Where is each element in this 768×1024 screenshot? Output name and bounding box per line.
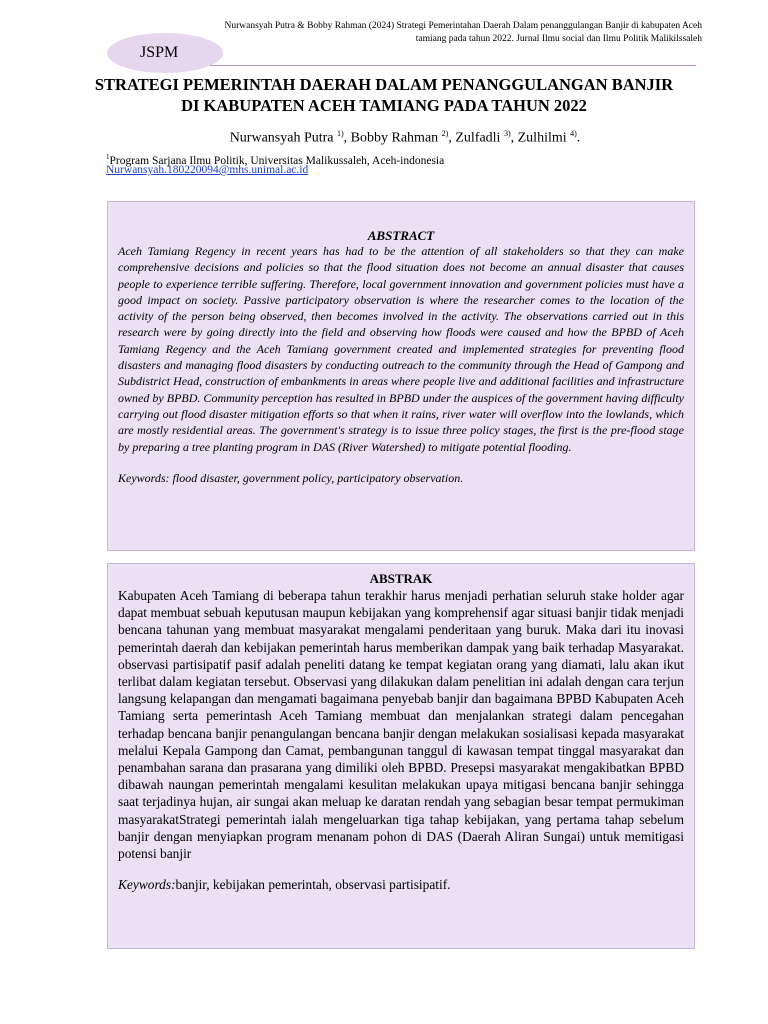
keywords-text: banjir, kebijakan pemerintah, observasi partisipatif. (175, 877, 451, 893)
author-name: , Zulfadli (448, 130, 504, 146)
keywords-indonesian (118, 877, 684, 893)
keywords-english: Keywords: flood disaster, government policy, participatory observation. (118, 470, 464, 485)
author-list-end: . (576, 130, 581, 146)
paper-title: STRATEGI PEMERINTAH DAERAH DALAM PENANGGULANGAN BANJIR DI KABUPATEN ACEH TAMIANG PADA TAHUN 2022 (94, 75, 674, 115)
header-divider (210, 65, 696, 66)
abstrak-heading: ABSTRAK (369, 571, 433, 586)
affiliation-text: Program Sarjana Ilmu Politik, Universitas Malikussaleh, Aceh-indonesia (109, 154, 445, 167)
author-marker: 1) (337, 129, 344, 138)
author-marker: 4) (570, 129, 577, 138)
author-list (0, 129, 768, 147)
author-name: , Bobby Rahman (343, 130, 442, 146)
keywords-label: Keywords: (118, 877, 176, 893)
abstract-indonesian-body: Kabupaten Aceh Tamiang di beberapa tahun terakhir harus menjadi perhatian seluruh stake holder agar dapat membuat sebuah keputusan maupun kebijakan yang komprehensif agar situasi banjir tidak menjadi bencana tahunan yang membuat masyarakat mengalami penderitaan yang buruk. Maka dari itu inovasi pemerintah daerah dan kebijakan pemerintah harus memberikan dampak yang baik terhadap Masyarakat. observasi partisipatif pasif adalah peneliti datang ke tempat kegiatan orang yang diamati, lalu akan ikut terlibat dalam kegiatan tersebut. Observasi yang dilakukan dalam penelitian ini adalah dengan cara terjun langsung kelapangan dan mengamati bagaimana penyebab banjir dan bagaimana BPBD Kabupaten Aceh Tamiang serta pemerintash Aceh Tamiang membuat dan menjalankan strategi dalam pencegahan terhadap bencana banjir penangulangan bencana banjir dengan melakukan sosialisasi kepada masyarakat melalui Kepala Gampong dan Camat, pembangunan tanggul di kawasan tempat tinggal masyarakat dan penambahan sarana dan prasarana yang dimiliki oleh BPBD. Presepsi masyarakat mengakibatkan BPBD dibawah naungan pemerintah mengalami kesulitan melakukan upaya mitigasi bencana banjir sehingga saat terjadinya hujan, air sungai akan meluap ke daratan rendah yang sebagian besar tempat permukiman masyarakatStrategi pemerintah ialah mengeluarkan tiga tahap kebijakan, yang pertama tahap sebelum banjir dengan menyiapkan program menanam pohon di DAS (Daerah Aliran Sungai) untuk memitigasi potensi banjir (118, 588, 684, 862)
abstract-english-box (107, 201, 695, 551)
running-head: Nurwansyah Putra & Bobby Rahman (2024) Strategi Pemerintahan Daerah Dalam penanggulangan Banjir di kabupaten Aceh tamiang pada tahun 2022. Jurnal Ilmu social dan Ilmu Politik Malikilssaleh (224, 21, 702, 44)
abstract-heading: ABSTRACT (367, 228, 435, 243)
author-marker: 3) (503, 129, 511, 138)
journal-badge-label: JSPM (140, 44, 179, 61)
email-link[interactable]: Nurwansyah.180220094@mhs.unimal.ac.id (106, 164, 309, 176)
author-name: Nurwansyah Putra (229, 130, 337, 146)
abstract-indonesian-box (107, 563, 695, 949)
affiliation-marker: 1 (106, 153, 110, 161)
abstract-english-body: Aceh Tamiang Regency in recent years has had to be the attention of all stakeholders so that they can make comprehensive decisions and policies so that the flood situation does not become an annual disaster that causes people to experience terrible suffering. Therefore, local government innovation and government policies must have a good impact on society. Passive participatory observation is where the researcher comes to the location of the activity of the person being observed, then becomes involved in the activity. The observations carried out in this research were by going directly into the field and observing how floods were caused and how the BPBD of Aceh Tamiang Regency and the Aceh Tamiang government created and implemented strategies for preventing flood disasters and managing flood disasters by conducting outreach to the community through the Head of Gampong and Subdistrict Head, construction of embankments in areas where people live and additional facilities and infrastructure owned by BPBD. Community perception has resulted in BPBD under the auspices of the government having difficulty carrying out flood disaster mitigation efforts so that when it rains, river water will overflow into the lowlands, which are mostly residential areas. The government's strategy is to issue three policy stages, the first is the pre-flood stage by preparing a tree planting program in DAS (River Watershed) to mitigate potential flooding. (118, 244, 684, 454)
author-name: , Zulhilmi (510, 130, 571, 146)
author-marker: 2) (441, 129, 449, 138)
